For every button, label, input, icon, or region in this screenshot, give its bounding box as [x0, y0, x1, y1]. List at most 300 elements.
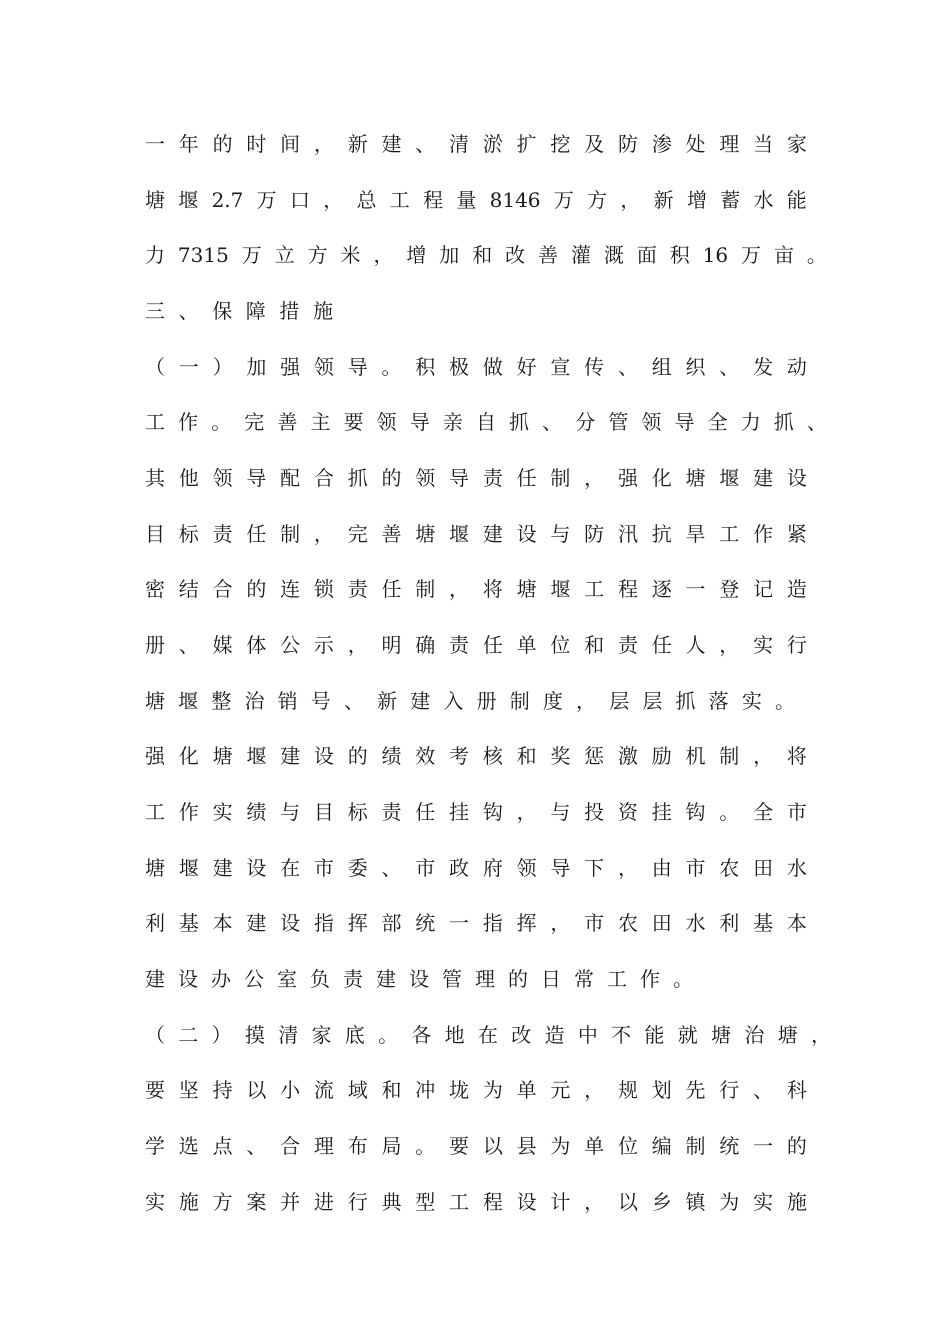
text-token: 塘	[145, 689, 165, 713]
text-token: 冲	[415, 1078, 436, 1102]
text-token: ，	[373, 243, 394, 267]
text-token: 流	[313, 1078, 334, 1102]
text-token: 管	[608, 410, 629, 434]
text-token: 要	[343, 410, 364, 434]
text-token: 组	[651, 355, 672, 379]
text-token: 记	[753, 577, 774, 601]
text-token: 措	[279, 299, 300, 323]
text-token: 治	[744, 1023, 765, 1047]
text-token: 负	[310, 967, 330, 991]
text-token: 导	[674, 410, 695, 434]
text-token: 的	[786, 1134, 807, 1158]
text-token: 淤	[482, 132, 503, 156]
text-token: 导	[246, 466, 267, 490]
text-token: 田	[651, 911, 672, 935]
text-token: 行	[786, 633, 807, 657]
text-token: 核	[482, 744, 503, 768]
text-token: 汛	[617, 522, 638, 546]
text-token: 府	[482, 856, 503, 880]
text-token: 施	[178, 1190, 199, 1214]
text-token: 传	[584, 355, 605, 379]
text-token: 新	[653, 188, 674, 212]
text-token: 善	[277, 410, 298, 434]
text-token: ，	[719, 633, 740, 657]
text-token: 责	[482, 466, 503, 490]
text-token: 抓	[675, 689, 696, 713]
text-token: 改	[505, 243, 526, 267]
text-token: 完	[347, 522, 368, 546]
text-token: 宣	[550, 355, 571, 379]
text-token: 层	[642, 689, 663, 713]
text-token: 他	[178, 466, 199, 490]
text-token: 堰	[178, 188, 199, 212]
text-token: 点	[212, 1134, 233, 1158]
text-token: ，	[584, 1190, 605, 1214]
text-token: 堰	[449, 522, 470, 546]
text-token: 镇	[685, 1190, 706, 1214]
text-token: 实	[212, 800, 233, 824]
text-token: 持	[212, 1078, 233, 1102]
text-token: 标	[178, 522, 199, 546]
text-token: 实	[145, 1190, 165, 1214]
text-token: 管	[442, 967, 462, 991]
text-token: 统	[415, 911, 436, 935]
text-token: 工	[145, 800, 165, 824]
text-token: 的	[508, 967, 528, 991]
text-line-1	[145, 129, 807, 159]
text-token: （	[145, 1023, 165, 1047]
text-token: 市	[313, 856, 334, 880]
text-token: ）	[212, 355, 233, 379]
text-token: 三	[145, 299, 165, 323]
text-token: 为	[719, 1190, 740, 1214]
text-token: ，	[617, 856, 638, 880]
section-heading	[145, 296, 333, 326]
text-token: 和	[584, 633, 605, 657]
text-token: 责	[212, 522, 233, 546]
text-token: 。	[381, 355, 402, 379]
text-token: 当	[753, 132, 774, 156]
text-token: 自	[475, 410, 496, 434]
text-token: 标	[347, 800, 368, 824]
text-token: 的	[212, 132, 233, 156]
text-token: 塘	[516, 577, 537, 601]
text-token: 塘	[212, 744, 233, 768]
text-token: 作	[753, 522, 774, 546]
text-token: 、	[381, 856, 402, 880]
text-token: 任	[516, 466, 537, 490]
text-token: 堰	[178, 689, 199, 713]
text-token: 设	[786, 466, 807, 490]
text-token: 理	[719, 132, 740, 156]
text-line-19	[145, 1131, 807, 1161]
text-token: 钩	[685, 800, 706, 824]
text-token: 单	[584, 1134, 605, 1158]
text-token: 以	[246, 1078, 267, 1102]
text-token: 挂	[449, 800, 470, 824]
text-token: 口	[289, 188, 310, 212]
text-token: 坚	[178, 1078, 199, 1102]
text-token: 选	[178, 1134, 199, 1158]
text-token: 布	[347, 1134, 368, 1158]
text-token: 底	[344, 1023, 365, 1047]
text-token: 连	[280, 577, 301, 601]
text-token: 领	[516, 856, 537, 880]
text-token: 强	[145, 744, 165, 768]
text-token: 。	[806, 243, 827, 267]
text-token: 将	[786, 744, 807, 768]
text-token: 建	[246, 911, 267, 935]
text-token: 激	[617, 744, 638, 768]
text-token: 责	[617, 633, 638, 657]
text-token: 励	[651, 744, 672, 768]
text-token: 挥	[347, 911, 368, 935]
text-token: 挥	[516, 911, 537, 935]
text-token: 增	[406, 243, 427, 267]
text-token: 抓	[773, 410, 794, 434]
text-token: 办	[211, 967, 231, 991]
text-token: 渗	[651, 132, 672, 156]
text-token: 责	[347, 577, 368, 601]
text-line-11	[145, 686, 795, 716]
text-token: 农	[719, 856, 740, 880]
text-token: 工	[719, 522, 740, 546]
text-token: 一	[145, 132, 165, 156]
text-token: 完	[244, 410, 265, 434]
text-token: 年	[178, 132, 199, 156]
text-token: 基	[753, 911, 774, 935]
text-line-3	[145, 240, 827, 270]
text-token: 及	[584, 132, 605, 156]
text-token: 和	[472, 243, 493, 267]
text-token: 程	[617, 577, 638, 601]
text-token: 小	[280, 1078, 301, 1102]
text-token: ，	[347, 633, 368, 657]
text-token: 下	[584, 856, 605, 880]
text-token: 媒	[212, 633, 233, 657]
text-token: 领	[376, 410, 397, 434]
text-token: 人	[685, 633, 706, 657]
text-token: 治	[244, 689, 265, 713]
text-token: 工	[389, 188, 410, 212]
text-token: 进	[313, 1190, 334, 1214]
text-token: 加	[246, 355, 267, 379]
text-line-15	[145, 908, 807, 938]
text-token: 分	[575, 410, 596, 434]
text-token: 。	[774, 689, 795, 713]
text-token: 处	[685, 132, 706, 156]
text-token: 施	[786, 1190, 807, 1214]
text-token: 家	[786, 132, 807, 156]
text-token: 领	[415, 466, 436, 490]
text-token: 典	[381, 1190, 402, 1214]
text-token: 扩	[516, 132, 537, 156]
text-token: 实	[753, 1190, 774, 1214]
text-token: 度	[542, 689, 563, 713]
text-token: 中	[577, 1023, 598, 1047]
text-token: 密	[145, 577, 165, 601]
text-token: 建	[280, 744, 301, 768]
text-token: 塘	[145, 188, 165, 212]
text-token: 设	[280, 911, 301, 935]
text-token: 绩	[246, 800, 267, 824]
text-token: 全	[707, 410, 728, 434]
text-token: 导	[449, 466, 470, 490]
text-token: 做	[482, 355, 503, 379]
text-token: 实	[753, 633, 774, 657]
text-token: 元	[550, 1078, 571, 1102]
text-token: 资	[617, 800, 638, 824]
text-token: 建	[482, 522, 503, 546]
text-token: 障	[245, 299, 266, 323]
text-line-12	[145, 741, 807, 771]
text-token: 入	[443, 689, 464, 713]
text-line-17	[145, 1020, 831, 1050]
text-token: 、	[806, 410, 827, 434]
text-token: 责	[449, 633, 470, 657]
text-token: 建	[212, 856, 233, 880]
text-token: ，	[620, 188, 641, 212]
text-token: 织	[685, 355, 706, 379]
text-token: 奖	[550, 744, 571, 768]
text-token: 作	[178, 800, 199, 824]
text-token: 与	[280, 800, 301, 824]
text-token: 量	[456, 188, 477, 212]
text-token: 单	[516, 633, 537, 657]
text-token: 方	[212, 1190, 233, 1214]
text-token: 程	[482, 1190, 503, 1214]
text-token: 施	[312, 299, 333, 323]
text-token: 塘	[777, 1023, 798, 1047]
text-token: 、	[542, 410, 563, 434]
text-token: 领	[641, 410, 662, 434]
text-token: 指	[313, 911, 334, 935]
text-token: 各	[411, 1023, 432, 1047]
text-token: 工	[584, 577, 605, 601]
text-token: ，	[753, 744, 774, 768]
text-token: 堰	[246, 744, 267, 768]
text-token: 发	[753, 355, 774, 379]
text-token: 的	[347, 744, 368, 768]
text-token: 行	[719, 1078, 740, 1102]
text-token: 化	[651, 466, 672, 490]
text-token: 要	[145, 1078, 165, 1102]
text-token: 、	[343, 689, 364, 713]
text-token: 编	[651, 1134, 672, 1158]
text-token: 就	[677, 1023, 698, 1047]
text-token: 日	[541, 967, 561, 991]
text-line-5	[145, 352, 807, 382]
text-token: 抗	[651, 522, 672, 546]
text-token: 并	[280, 1190, 301, 1214]
text-token: 其	[145, 466, 165, 490]
text-token: 垅	[449, 1078, 470, 1102]
text-token: 万	[256, 188, 277, 212]
text-token: 锁	[313, 577, 334, 601]
text-token: 善	[381, 522, 402, 546]
text-token: 学	[145, 1134, 165, 1158]
text-token: 常	[574, 967, 594, 991]
text-token: 摸	[244, 1023, 265, 1047]
text-token: 。	[673, 967, 693, 991]
text-token: 理	[313, 1134, 334, 1158]
text-token: 域	[347, 1078, 368, 1102]
text-token: 全	[753, 800, 774, 824]
text-token: 本	[786, 911, 807, 935]
text-token: 室	[277, 967, 297, 991]
text-token: 作	[640, 967, 660, 991]
text-token: 积	[415, 355, 436, 379]
text-token: 。	[378, 1023, 399, 1047]
text-token: 设	[313, 744, 334, 768]
text-token: 塘	[711, 1023, 732, 1047]
text-token: 、	[753, 1078, 774, 1102]
text-token: 行	[347, 1190, 368, 1214]
text-token: 计	[550, 1190, 571, 1214]
text-token: 万	[553, 188, 574, 212]
text-token: 乡	[651, 1190, 672, 1214]
text-token: 防	[617, 132, 638, 156]
text-token: 作	[178, 410, 199, 434]
text-token: 配	[280, 466, 301, 490]
text-token: 导	[347, 355, 368, 379]
text-token: 农	[617, 911, 638, 935]
text-token: 县	[516, 1134, 537, 1158]
text-token: 2.7	[211, 188, 244, 212]
text-token: 8146	[489, 188, 541, 212]
text-token: 米	[340, 243, 361, 267]
text-token: 利	[719, 911, 740, 935]
text-line-16	[145, 964, 693, 994]
text-token: 要	[449, 1134, 470, 1158]
text-token: 抓	[509, 410, 530, 434]
text-token: 和	[381, 1078, 402, 1102]
text-token: 市	[685, 856, 706, 880]
text-token: 主	[310, 410, 331, 434]
text-token: 新	[347, 132, 368, 156]
text-token: 指	[482, 911, 503, 935]
text-token: 能	[786, 188, 807, 212]
text-token: 委	[347, 856, 368, 880]
text-token: 强	[280, 355, 301, 379]
text-token: ，	[584, 1078, 605, 1102]
text-token: 好	[516, 355, 537, 379]
text-line-2	[145, 185, 807, 215]
text-token: 的	[381, 466, 402, 490]
text-token: 投	[584, 800, 605, 824]
text-token: 工	[145, 410, 165, 434]
text-token: 以	[617, 1190, 638, 1214]
text-token: 绩	[381, 744, 402, 768]
text-token: 建	[410, 689, 431, 713]
text-token: 建	[381, 132, 402, 156]
text-token: 挖	[550, 132, 571, 156]
text-token: 体	[246, 633, 267, 657]
text-token: 力	[145, 243, 165, 267]
text-token: 一	[685, 577, 706, 601]
text-token: 总	[356, 188, 377, 212]
text-token: 公	[280, 633, 301, 657]
text-token: 建	[753, 466, 774, 490]
text-line-18	[145, 1075, 807, 1105]
text-token: 灌	[570, 243, 591, 267]
text-token: 16	[702, 243, 729, 267]
text-token: 水	[786, 856, 807, 880]
text-token: 实	[741, 689, 762, 713]
text-token: 、	[719, 355, 740, 379]
text-token: 与	[550, 522, 571, 546]
text-token: 责	[381, 800, 402, 824]
text-token: 加	[439, 243, 460, 267]
text-token: 市	[786, 800, 807, 824]
text-token: 示	[313, 633, 334, 657]
text-token: 造	[544, 1023, 565, 1047]
text-line-14	[145, 853, 807, 883]
text-token: 落	[708, 689, 729, 713]
text-token: 、	[415, 132, 436, 156]
text-token: 以	[482, 1134, 503, 1158]
text-token: 方	[307, 243, 328, 267]
text-token: 改	[511, 1023, 532, 1047]
text-token: 册	[476, 689, 497, 713]
text-token: 在	[280, 856, 301, 880]
text-token: 、	[246, 1134, 267, 1158]
text-token: 先	[685, 1078, 706, 1102]
text-token: 不	[611, 1023, 632, 1047]
text-token: 程	[423, 188, 444, 212]
text-token: ，	[576, 689, 597, 713]
text-token: 合	[280, 1134, 301, 1158]
text-token: 公	[244, 967, 264, 991]
text-token: 和	[516, 744, 537, 768]
text-token: 新	[377, 689, 398, 713]
text-token: ，	[516, 800, 537, 824]
text-token: 市	[415, 856, 436, 880]
text-token: 单	[516, 1078, 537, 1102]
text-token: 任	[381, 577, 402, 601]
text-token: 、	[617, 355, 638, 379]
text-token: 的	[246, 577, 267, 601]
text-token: 基	[178, 911, 199, 935]
text-token: 钩	[482, 800, 503, 824]
text-token: ，	[810, 1023, 831, 1047]
text-token: 位	[550, 633, 571, 657]
text-line-6	[145, 407, 827, 437]
text-token: 划	[651, 1078, 672, 1102]
text-token: 惩	[584, 744, 605, 768]
text-token: 合	[313, 466, 334, 490]
text-token: 一	[178, 355, 199, 379]
text-token: 积	[669, 243, 690, 267]
text-token: 号	[310, 689, 331, 713]
text-token: 方	[587, 188, 608, 212]
text-token: 堰	[719, 466, 740, 490]
text-token: 水	[685, 911, 706, 935]
text-token: 工	[449, 1190, 470, 1214]
text-token: 导	[550, 856, 571, 880]
text-token: 明	[381, 633, 402, 657]
text-token: 防	[584, 522, 605, 546]
text-token: 科	[786, 1078, 807, 1102]
text-token: 堰	[178, 856, 199, 880]
text-token: 任	[415, 800, 436, 824]
text-token: 亩	[773, 243, 794, 267]
text-token: 塘	[685, 466, 706, 490]
text-token: 案	[246, 1190, 267, 1214]
text-token: 抓	[347, 466, 368, 490]
text-token: 化	[178, 744, 199, 768]
text-token: 。	[415, 1134, 436, 1158]
